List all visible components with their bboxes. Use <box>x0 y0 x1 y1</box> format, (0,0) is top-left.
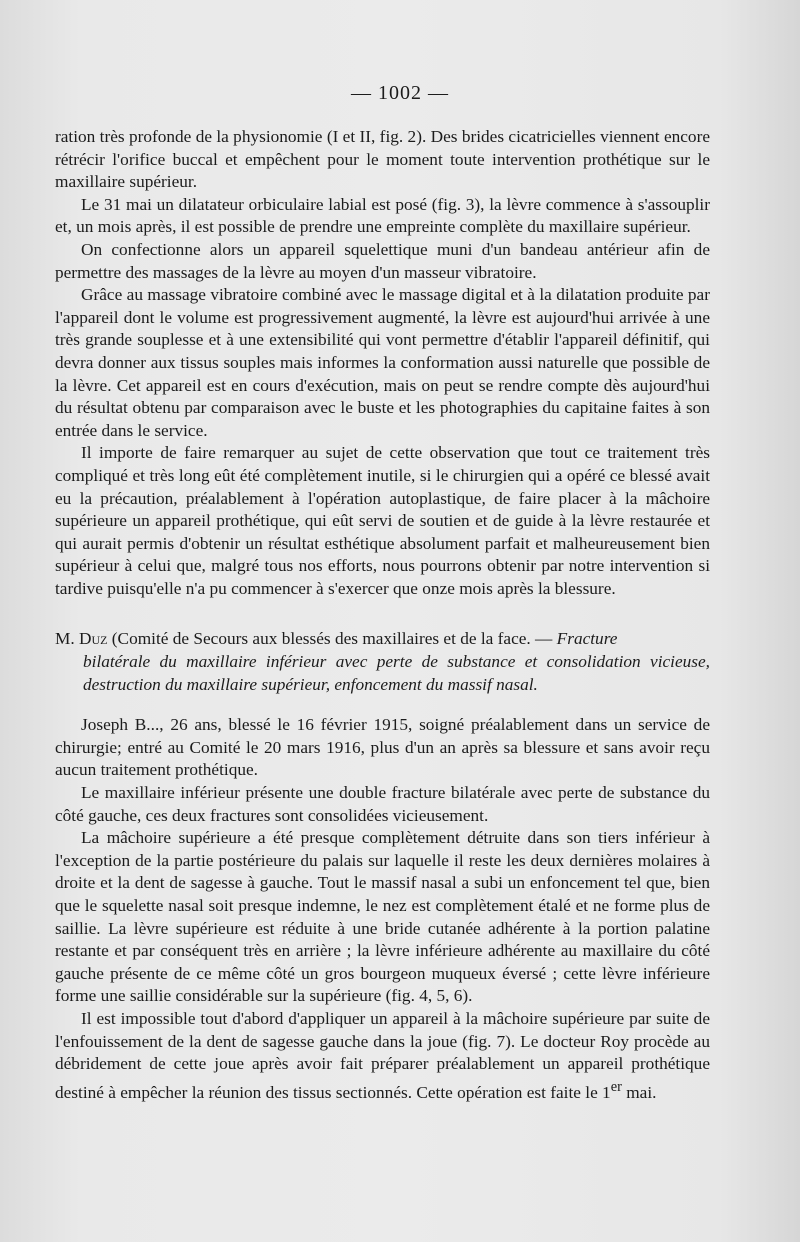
paragraph: Joseph B..., 26 ans, blessé le 16 février 1915, soigné préalablement dans un service de chirurgie; entré au Comité le 20 mars 1916, plus d'un an après sa blessure et sans avoir reçu aucun traitement prothétique. <box>55 715 710 780</box>
heading-affiliation: (Comité de Secours aux blessés des maxillaires et de la face. — <box>107 629 557 649</box>
heading-title-start: Fracture <box>556 629 618 649</box>
paragraph: Le 31 mai un dilatateur orbiculaire labial est posé (fig. 3), la lèvre commence à s'assouplir et, un mois après, il est possible de prendre une empreinte complète du maxillaire supérieur. <box>55 194 710 237</box>
paragraph: Grâce au massage vibratoire combiné avec le massage digital et à la dilatation produite par l'appareil dont le volume est progressivement augmenté, la lèvre est aujourd'hui arrivée à une très grande souplesse et à une extensibilité qui vont permettre d'établir l'appareil définitif, qui devra donner aux tissus souples mais informes la conformation aussi naturelle que possible de la lèvre. Cet appareil est en cours d'exécution, mais on peut se rendre compte dès aujourd'hui du résultat obtenu par comparaison avec le buste et les photographies du capitaine faites à son entrée dans le service. <box>55 285 710 440</box>
section-spacer <box>55 696 710 714</box>
paragraph: Il importe de faire remarquer au sujet de cette observation que tout ce traitement très compliqué et très long eût été complètement inutile, si le chirurgien qui a opéré ce blessé avait eu la précaution, préalablement à l'opération autoplastique, de faire placer à la mâchoire supérieure un appareil prothétique, qui eût servi de soutien et de guide à la lèvre restaurée et qui aurait permis d'obtenir un résultat esthétique absolument parfait et malheureusement bien supérieur à celui que, malgré tous nos efforts, nous pourrons obtenir par notre intervention si tardive puisqu'elle n'a pu commencer à s'exercer que onze mois après la blessure. <box>55 443 710 598</box>
paragraph: La mâchoire supérieure a été presque complètement détruite dans son tiers inférieur à l'exception de la partie postérieure du palais sur laquelle il reste les deux dernières molaires à droite et la dent de sagesse à gauche. Tout le massif nasal a subi un enfoncement tel que, bien que le squelette nasal soit presque indemne, le nez est complètement étalé et ne forme plus de saillie. La lèvre supérieure est réduite à une bride cutanée adhérente à la portion palatine restante et par conséquent très en arrière ; la lèvre inférieure adhérente au maxillaire du côté gauche présente de ce même côté un gros bourgeon muqueux éversé ; cette lèvre inférieure forme une saillie considérable sur la supérieure (fig. 4, 5, 6). <box>55 828 710 1006</box>
paragraph: On confectionne alors un appareil squelettique muni d'un bandeau antérieur afin de permettre des massages de la lèvre au moyen d'un masseur vibratoire. <box>55 239 710 282</box>
paragraph-text: Il est impossible tout d'abord d'appliquer un appareil à la mâchoire supérieure par suite de l'enfouissement de la dent de sagesse gauche dans la joue (fig. 7). Le docteur Roy procède au débridement de cette joue après avoir fait préparer préalablement un appareil prothétique destiné à empêcher la réunion des tissus sectionnés. Cette opération est faite le 1 <box>55 1008 710 1102</box>
page-number: — 1002 — <box>351 82 449 104</box>
section-heading <box>55 628 710 696</box>
heading-author: M. Duz <box>55 629 108 649</box>
heading-title: bilatérale du maxillaire inférieur avec perte de substance et consolidation vicieuse, destruction du maxillaire supérieur, enfoncement du massif nasal. <box>83 652 710 694</box>
ordinal-superscript: er <box>610 1078 622 1095</box>
paragraph-text-end: mai. <box>621 1082 657 1102</box>
paragraph <box>55 1008 710 1104</box>
paragraph: Le maxillaire inférieur présente une double fracture bilatérale avec perte de substance du côté gauche, ces deux fractures sont consolidées vicieusement. <box>55 783 710 825</box>
body-text <box>55 126 710 1104</box>
paragraph: ration très profonde de la physionomie (I et II, fig. 2). Des brides cicatricielles viennent encore rétrécir l'orifice buccal et empêchent pour le moment toute intervention prothétique sur le maxillaire supérieur. <box>55 127 710 192</box>
section-spacer <box>55 600 710 628</box>
